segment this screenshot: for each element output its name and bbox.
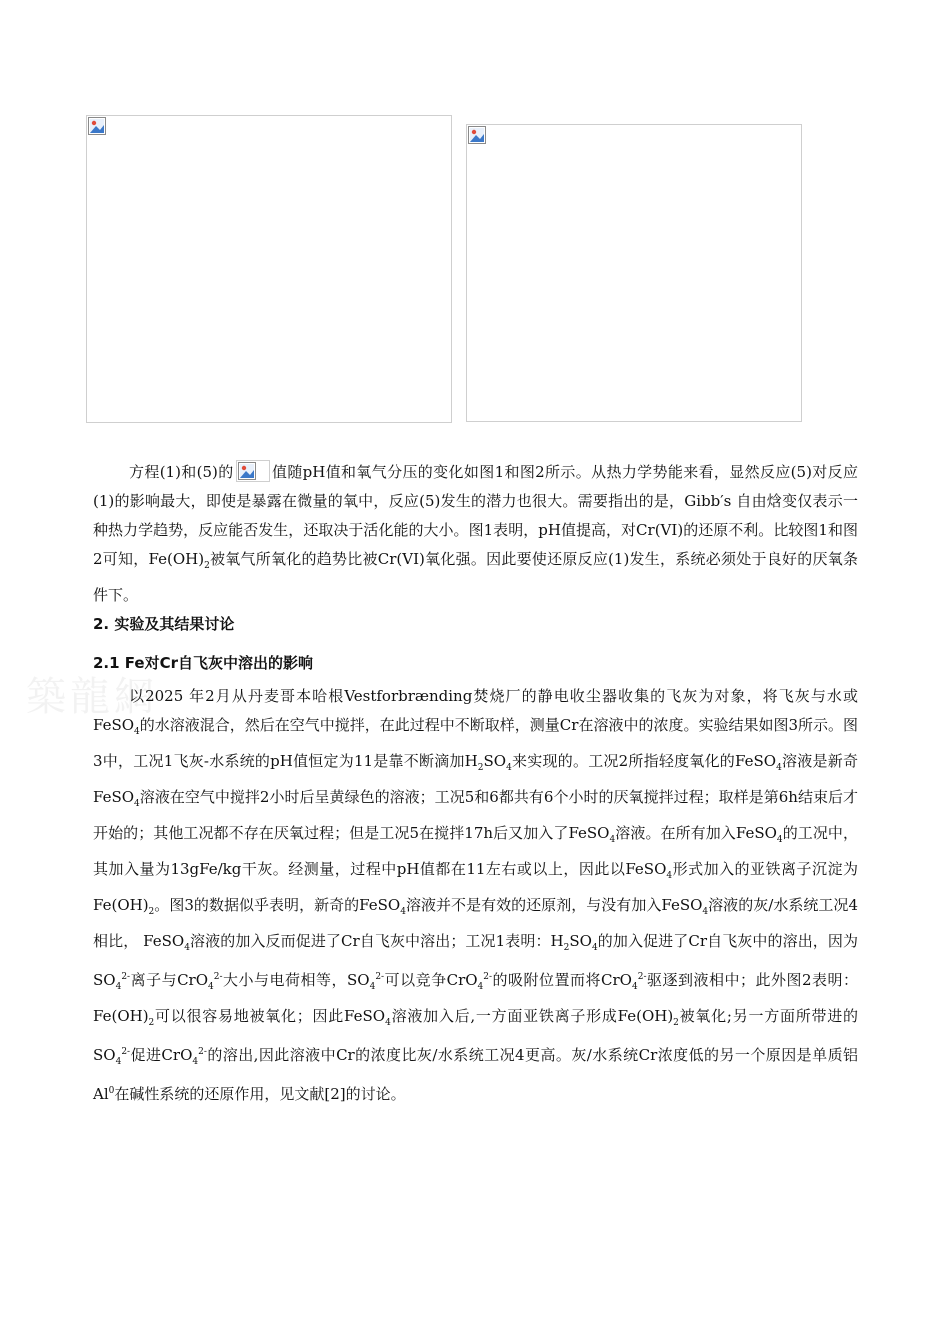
text-run: 4 [208,982,214,992]
text-run: 2 [563,943,570,953]
text-run: 溶液。在所有加入FeSO [615,824,777,842]
text-run: 促进CrO [130,1046,193,1064]
text-run: 4 [506,763,512,773]
text-run: 2- [198,1047,207,1057]
section-heading: 2. 实验及其结果讨论 [93,615,235,633]
text-run: 可以竞争CrO [384,971,478,989]
text-run: 2- [483,972,493,982]
text-run: 方程(1)和(5)的 [129,463,234,481]
text-run: 溶液是新奇FeSO [93,752,858,806]
text-run: 2- [121,972,131,982]
text-run: 的水溶液混合，然后在空气中搅拌，在此过程中不断取样，测量Cr在溶液中的浓度。实验结果如图3所示。图3中，工况1飞灰-水系统的pH值恒定为11是靠不断滴加H [93,716,858,770]
text-run: 4 [192,1057,199,1067]
text-run: 4 [609,835,616,845]
text-run: 驱逐到液相中；此外图2表明：Fe(OH) [93,971,858,1025]
body-text [93,458,858,1109]
text-run: 2- [213,972,223,982]
text-run: 0 [108,1086,115,1096]
text-run: 溶液的灰/水系统工况4相比， FeSO [93,896,858,950]
text-run: 4 [702,907,709,917]
text-run: 4 [115,982,122,992]
broken-image-icon [238,462,256,480]
text-run: 溶液的加入反而促进了Cr自飞灰中溶出；工况1表明：H [189,932,564,950]
inline-formula-image [236,460,270,482]
text-run: 4 [776,763,782,773]
text-run: 4 [591,943,598,953]
text-run: 4 [477,982,484,992]
text-run: 在碱性系统的还原作用，见文献[2]的讨论。 [114,1085,406,1103]
text-run: 2- [121,1047,131,1057]
text-run: 4 [776,835,783,845]
text-run: 2 [204,561,210,571]
text-run: 4 [400,907,406,917]
figure-2-image [466,124,802,422]
text-run: 2- [637,972,647,982]
text-run: 4 [385,1018,391,1028]
text-run: SO [569,932,592,950]
text-run: 4 [184,943,190,953]
text-run: 被氧气所氧化的趋势比被Cr(VI)氧化强。因此要使还原反应(1)发生，系统必须处于良好的厌氧条件下。 [93,550,858,604]
text-run: 大小与电荷相等，SO [222,971,370,989]
paragraph-thermodynamics [93,458,858,610]
text-run: 溶液并不是有效的还原剂，与没有加入FeSO [405,896,703,914]
text-run: 被氧化;另一方面所带进的SO [93,1007,858,1064]
paragraph-experiment [93,682,858,1109]
text-run: 的加入促进了Cr自飞灰中的溶出，因为SO [93,932,858,989]
text-run: 可以很容易地被氧化；因此FeSO [154,1007,386,1025]
text-run: 4 [369,982,376,992]
text-run: 4 [115,1057,122,1067]
text-run: SO [483,752,507,770]
text-run: 值随pH值和氧气分压的变化如图1和图2所示。从热力学势能来看，显然反应(5)对反应(1)的影响最大，即使是暴露在微量的氧中，反应(5)发生的潜力也很大。需要指出的是，Gibb′s 自由焓变仅表示一种热力学趋势，反应能否发生，还取决于活化能的大小。图1表明，pH值提高，对Cr(VI)的还原不利。比较图1和图2可知，Fe(OH) [93,463,858,568]
broken-image-icon [88,117,106,135]
text-run: 溶液加入后,一方面亚铁离子形成Fe(OH) [390,1007,674,1025]
text-run: 2 [148,1018,155,1028]
figure-1-image [86,115,452,423]
text-run: 溶液在空气中搅拌2小时后呈黄绿色的溶液；工况5和6都共有6个小时的厌氧搅拌过程；取样是第6h结束后才开始的；其他工况都不存在厌氧过程；但是工况5在搅拌17h后又加入了FeSO [93,788,858,842]
text-run: 4 [134,727,140,737]
text-run: 的工况中，其加入量为13gFe/kg干灰。经测量，过程中pH值都在11左右或以上，因此以FeSO [93,824,858,878]
text-run: 的溶出,因此溶液中Cr的浓度比灰/水系统工况4更高。灰/水系统Cr浓度低的另一个原因是单质铝Al [93,1046,859,1103]
text-run: 来实现的。工况2所指轻度氧化的FeSO [511,752,777,770]
text-run: 4 [666,871,673,881]
text-run: 2 [673,1018,679,1028]
text-run: 以2025 年2月从丹麦哥本哈根Vestforbrænding焚烧厂的静电收尘器收集的飞灰为对象，将飞灰与水或 FeSO [93,687,858,734]
text-run: 4 [134,799,140,809]
text-run: 。图3的数据似乎表明，新奇的FeSO [154,896,401,914]
subsection-heading: 2.1 Fe对Cr自飞灰中溶出的影响 [93,654,314,672]
text-run: 2- [375,972,385,982]
watermark: 築龍網 [26,674,158,720]
text-run: 2 [477,763,484,773]
text-run: 2 [148,907,155,917]
text-run: 4 [631,982,638,992]
text-run: 离子与CrO [130,971,209,989]
text-run: 的吸附位置而将CrO [492,971,632,989]
text-run: 形式加入的亚铁离子沉淀为Fe(OH) [93,860,858,914]
broken-image-icon [468,126,486,144]
